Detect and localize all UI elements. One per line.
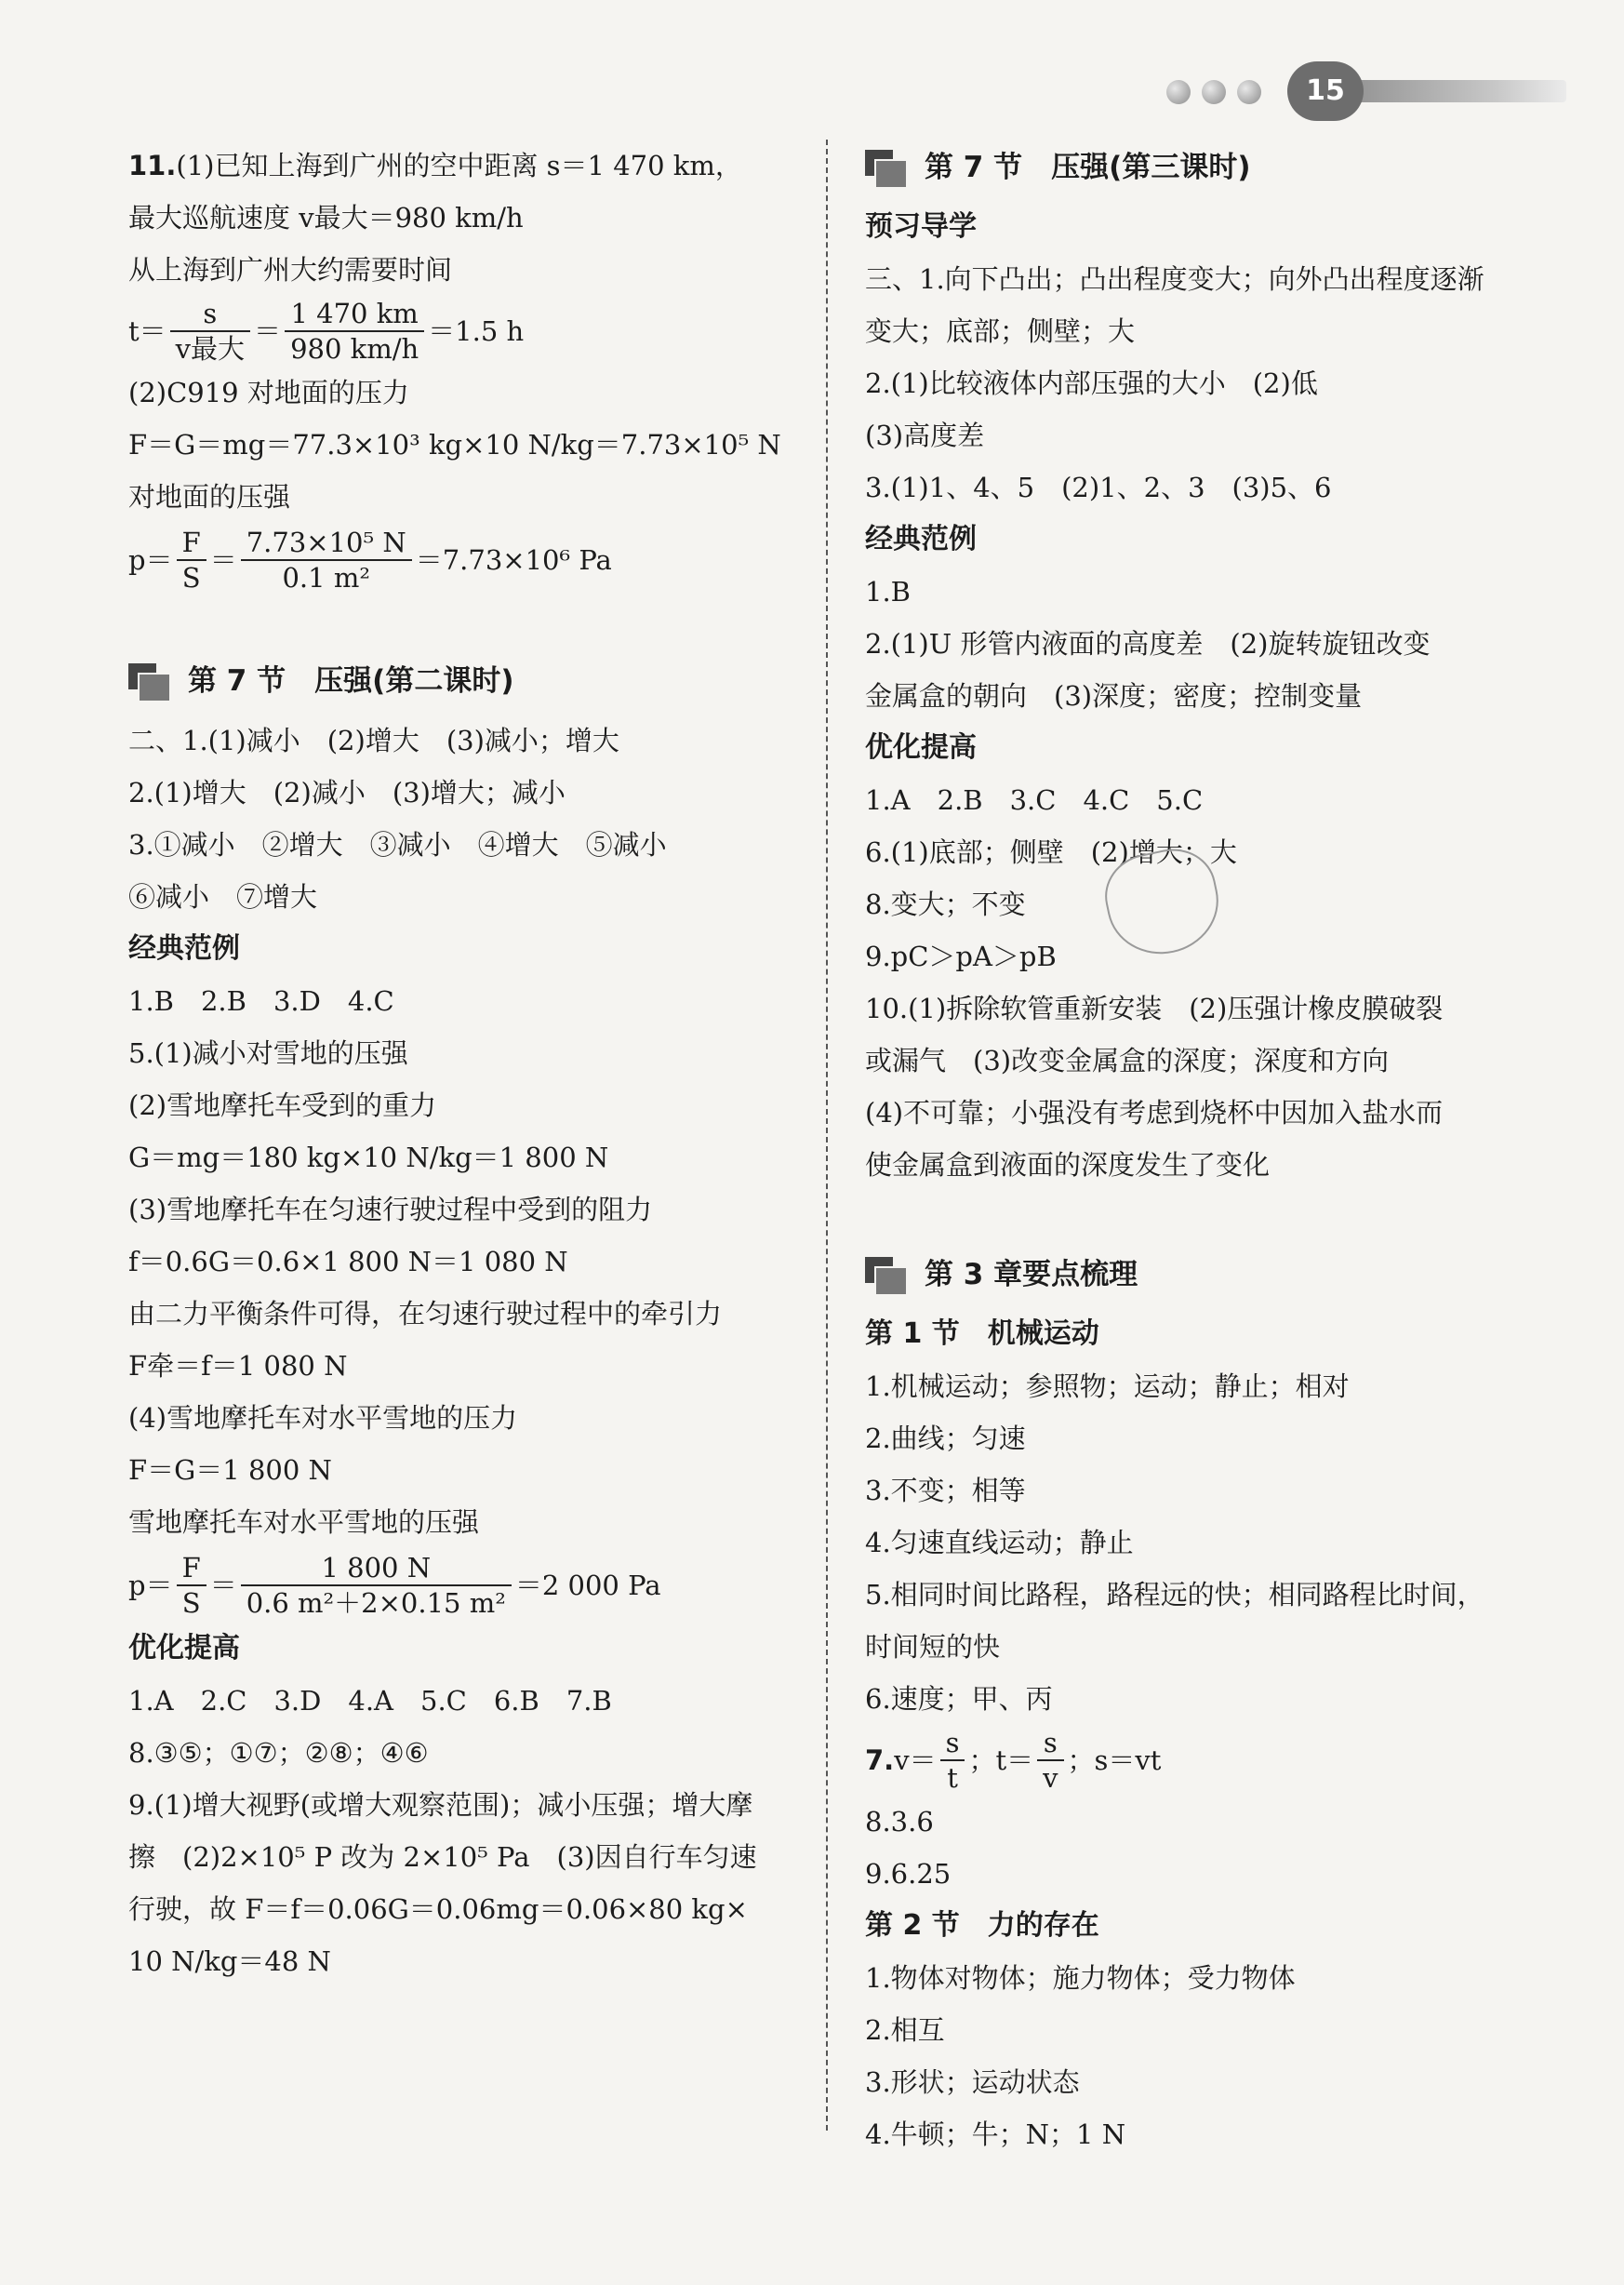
section-title: 第 7 节 压强(第三课时) <box>865 140 1544 195</box>
answer-line: 3.(1)1、4、5 (2)1、2、3 (3)5、6 <box>865 472 1332 503</box>
q11-line: 最大巡航速度 v最大＝980 km/h <box>128 202 524 234</box>
answer-line: 1.B <box>865 576 911 608</box>
answer-line: 10.(1)拆除软管重新安装 (2)压强计橡皮膜破裂 <box>865 993 1444 1024</box>
answer-line: ⑥减小 ⑦增大 <box>128 881 318 913</box>
answer-line: 擦 (2)2×10⁵ P 改为 2×10⁵ Pa (3)因自行车匀速 <box>128 1841 757 1873</box>
section-icon <box>128 663 169 699</box>
answer-line: 1.物体对物体；施力物体；受力物体 <box>865 1962 1296 1994</box>
section-title: 第 3 章要点梳理 <box>865 1247 1544 1303</box>
formula-time: t＝ $\frac{s}{\text{v最大}}$ ＝ $\frac{1 470 km}{980 km/h}$ ＝1.5 h <box>128 298 525 365</box>
page-number-badge <box>1166 61 1566 121</box>
answer-line: 6.速度；甲、丙 <box>865 1683 1053 1715</box>
right-column <box>865 140 1544 2160</box>
subheading: 第 1 节 机械运动 <box>865 1317 1099 1350</box>
subheading: 预习导学 <box>865 210 977 243</box>
subheading: 第 2 节 力的存在 <box>865 1909 1099 1942</box>
answer-line: 4.牛顿；牛；N；1 N <box>865 2118 1126 2150</box>
answer-line: 时间短的快 <box>865 1631 1001 1663</box>
answer-line: 3.①减小 ②增大 ③减小 ④增大 ⑤减小 <box>128 829 667 861</box>
answer-line: 9.(1)增大视野(或增大观察范围)；减小压强；增大摩 <box>128 1789 753 1821</box>
answer-line: 2.(1)U 形管内液面的高度差 (2)旋转旋钮改变 <box>865 628 1431 660</box>
answer-line: 由二力平衡条件可得，在匀速行驶过程中的牵引力 <box>128 1298 723 1330</box>
q11-line: 对地面的压强 <box>128 481 291 513</box>
answer-line: F牵＝f＝1 080 N <box>128 1350 348 1382</box>
subheading: 优化提高 <box>865 731 977 764</box>
answer-line: 1.A 2.C 3.D 4.A 5.C 6.B 7.B <box>128 1685 612 1717</box>
formula-pressure: p＝ $\frac{F}{S}$ ＝ $\frac{1 800 N}{\text{0.6 m²＋2×0.15 m²}}$ ＝2 000 Pa <box>128 1552 661 1619</box>
answer-line: 5.相同时间比路程，路程远的快；相同路程比时间， <box>865 1579 1484 1610</box>
answer-line: 变大；底部；侧壁；大 <box>865 315 1136 347</box>
q11-line: 11.(1)已知上海到广州的空中距离 s＝1 470 km， <box>128 150 742 181</box>
answer-line: 6.(1)底部；侧壁 (2)增大；大 <box>865 836 1237 868</box>
subheading: 优化提高 <box>128 1632 240 1664</box>
answer-line: 8.3.6 <box>865 1806 934 1837</box>
answer-line: 4.匀速直线运动；静止 <box>865 1527 1134 1558</box>
answer-line: (2)雪地摩托车受到的重力 <box>128 1089 437 1121</box>
answer-line: 3.形状；运动状态 <box>865 2066 1080 2098</box>
answer-line: G＝mg＝180 kg×10 N/kg＝1 800 N <box>128 1142 609 1173</box>
answer-line: 行驶，故 F＝f＝0.06G＝0.06mg＝0.06×80 kg× <box>128 1893 748 1925</box>
q11-line: (2)C919 对地面的压力 <box>128 377 409 408</box>
answer-line: 使金属盒到液面的深度发生了变化 <box>865 1149 1271 1181</box>
dot-icon <box>1237 80 1261 104</box>
section-icon <box>865 150 906 185</box>
answer-line: 9.6.25 <box>865 1858 952 1890</box>
answer-line: 3.不变；相等 <box>865 1475 1026 1506</box>
answer-line: 8.变大；不变 <box>865 889 1026 920</box>
subheading: 经典范例 <box>128 932 240 965</box>
dot-icon <box>1166 80 1191 104</box>
answer-line: 1.A 2.B 3.C 4.C 5.C <box>865 784 1204 816</box>
answer-line: (3)高度差 <box>865 420 985 451</box>
answer-line: (3)雪地摩托车在匀速行驶过程中受到的阻力 <box>128 1194 653 1225</box>
answer-line: 三、1.向下凸出；凸出程度变大；向外凸出程度逐渐 <box>865 263 1484 295</box>
answer-line: 1.B 2.B 3.D 4.C <box>128 985 394 1017</box>
answer-line: 或漏气 (3)改变金属盒的深度；深度和方向 <box>865 1045 1390 1076</box>
formula-pressure: p＝ $\frac{F}{S}$ ＝ $\frac{\text{7.73×10⁵ N}}{\text{0.1 m²}}$ ＝7.73×10⁶ Pa <box>128 527 612 594</box>
answer-line: F＝G＝1 800 N <box>128 1454 332 1486</box>
answer-line: 1.机械运动；参照物；运动；静止；相对 <box>865 1370 1350 1402</box>
answer-line: 2.(1)增大 (2)减小 (3)增大；减小 <box>128 777 566 808</box>
answer-line: (4)不可靠；小强没有考虑到烧杯中因加入盐水而 <box>865 1097 1444 1129</box>
dot-icon <box>1202 80 1226 104</box>
answer-line: 2.(1)比较液体内部压强的大小 (2)低 <box>865 367 1318 399</box>
answer-line: 10 N/kg＝48 N <box>128 1945 331 1977</box>
column-divider <box>826 140 828 2131</box>
answer-line: f＝0.6G＝0.6×1 800 N＝1 080 N <box>128 1246 568 1277</box>
left-column <box>128 140 807 1987</box>
answer-line: 金属盒的朝向 (3)深度；密度；控制变量 <box>865 680 1363 712</box>
answer-line: 8.③⑤；①⑦；②⑧；④⑥ <box>128 1737 429 1769</box>
q11-line: 从上海到广州大约需要时间 <box>128 254 453 286</box>
section-title: 第 7 节 压强(第二课时) <box>128 653 807 709</box>
q11-line: F＝G＝mg＝77.3×10³ kg×10 N/kg＝7.73×10⁵ N <box>128 429 781 461</box>
subheading: 经典范例 <box>865 523 977 555</box>
header-bar <box>1334 80 1566 102</box>
answer-line: 雪地摩托车对水平雪地的压强 <box>128 1506 480 1538</box>
formula-speed: 7. v＝ $\frac{s}{t}$ ；t＝ $\frac{s}{v}$ ；s＝vt <box>865 1727 1162 1794</box>
section-icon <box>865 1257 906 1292</box>
answer-line: 9.pC＞pA＞pB <box>865 941 1057 972</box>
answer-line: 2.相互 <box>865 2014 945 2046</box>
answer-line: 二、1.(1)减小 (2)增大 (3)减小；增大 <box>128 725 619 756</box>
page-number: 15 <box>1287 61 1364 121</box>
answer-line: 2.曲线；匀速 <box>865 1423 1026 1454</box>
answer-line: 5.(1)减小对雪地的压强 <box>128 1037 408 1069</box>
answer-line: (4)雪地摩托车对水平雪地的压力 <box>128 1402 518 1434</box>
